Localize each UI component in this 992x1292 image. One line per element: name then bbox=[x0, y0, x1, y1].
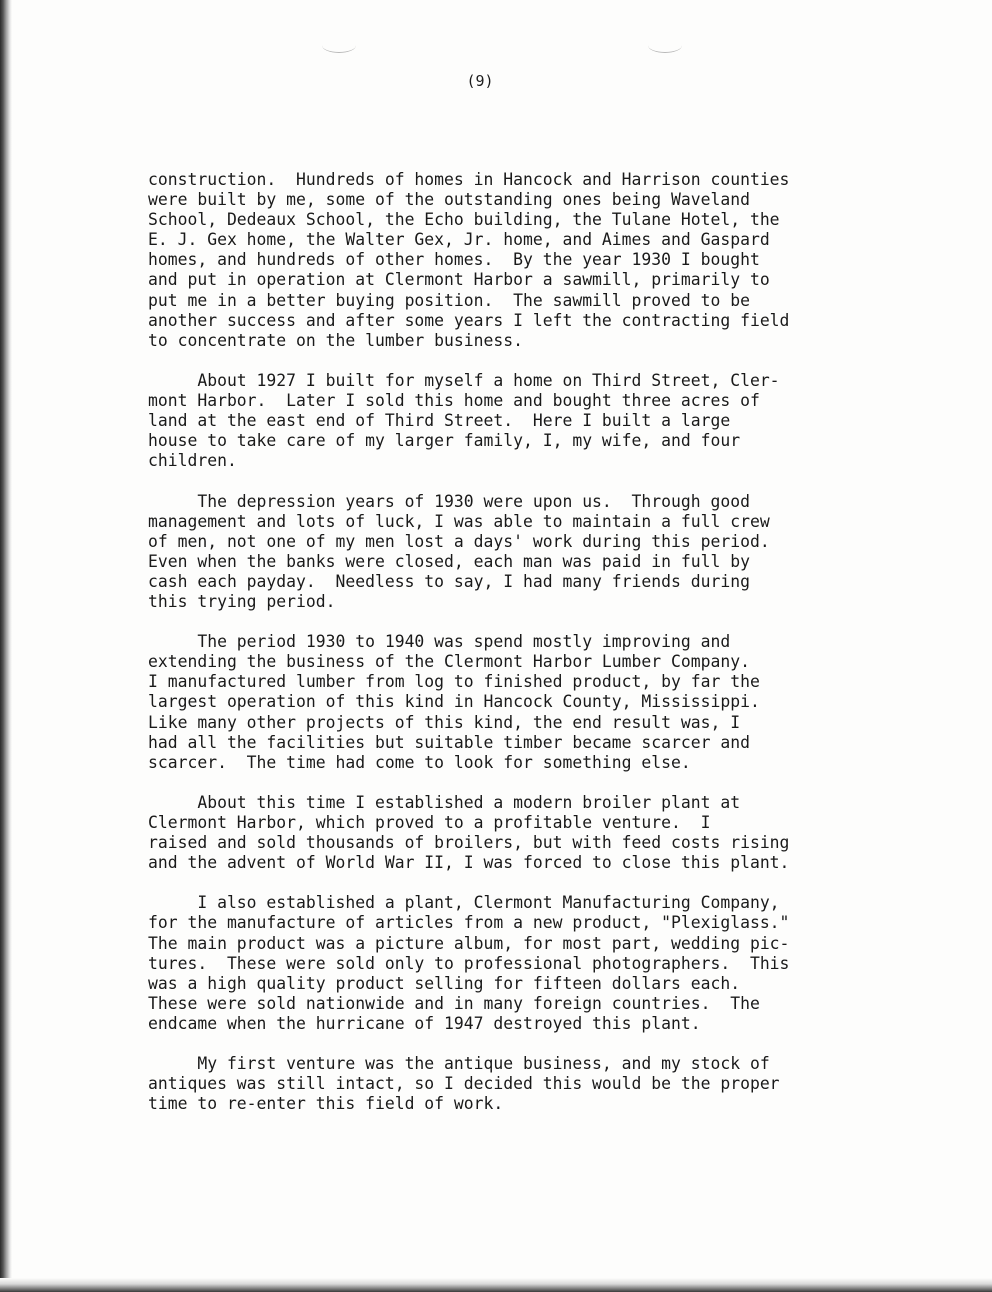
text-line: put me in a better buying position. The sawmill proved to be bbox=[148, 290, 750, 310]
text-line: endcame when the hurricane of 1947 destroyed this plant. bbox=[148, 1013, 701, 1033]
text-line: for the manufacture of articles from a new product, "Plexiglass." bbox=[148, 913, 790, 933]
paragraph bbox=[148, 793, 948, 873]
text-line: My first venture was the antique business, and my stock of bbox=[148, 1054, 770, 1074]
text-line: Clermont Harbor, which proved to a profitable venture. I bbox=[148, 813, 711, 832]
text-line: house to take care of my larger family, I, my wife, and four bbox=[148, 431, 741, 451]
paragraph bbox=[148, 170, 948, 351]
text-line: management and lots of luck, I was able to maintain a full crew bbox=[148, 511, 770, 531]
text-line: was a high quality product selling for fifteen dollars each. bbox=[148, 973, 741, 993]
text-line: were built by me, some of the outstanding ones being Waveland bbox=[148, 190, 750, 210]
scan-bottom-edge bbox=[0, 1278, 992, 1292]
text-line: I also established a plant, Clermont Manufacturing Company, bbox=[148, 893, 780, 913]
text-line: had all the facilities but suitable timber became scarcer and bbox=[148, 732, 750, 752]
text-line: cash each payday. Needless to say, I had many friends during bbox=[148, 571, 750, 591]
text-line: children. bbox=[148, 451, 237, 471]
text-line: to concentrate on the lumber business. bbox=[148, 330, 523, 350]
text-line: antiques was still intact, so I decided this would be the proper bbox=[148, 1074, 780, 1094]
text-line: About this time I established a modern broiler plant at bbox=[148, 792, 741, 812]
text-line: largest operation of this kind in Hancock County, Mississippi. bbox=[148, 692, 760, 712]
text-line: and put in operation at Clermont Harbor a sawmill, primarily to bbox=[148, 270, 770, 290]
text-line: I manufactured lumber from log to finished product, by far the bbox=[148, 672, 760, 692]
body-text bbox=[148, 170, 948, 1114]
text-line: time to re-enter this field of work. bbox=[148, 1094, 504, 1114]
text-line: this trying period. bbox=[148, 591, 336, 611]
text-line: and the advent of World War II, I was forced to close this plant. bbox=[148, 853, 790, 873]
paragraph bbox=[148, 1054, 948, 1114]
punch-hole-mark-left bbox=[322, 38, 356, 53]
text-line: Even when the banks were closed, each man was paid in full by bbox=[148, 551, 750, 571]
text-line: E. J. Gex home, the Walter Gex, Jr. home, and Aimes and Gaspard bbox=[148, 230, 770, 250]
text-line: of men, not one of my men lost a days' work during this period. bbox=[148, 531, 770, 551]
text-line: raised and sold thousands of broilers, but with feed costs rising bbox=[148, 833, 790, 853]
text-line: School, Dedeaux School, the Echo building, the Tulane Hotel, the bbox=[148, 210, 780, 230]
text-line: land at the east end of Third Street. Here I built a large bbox=[148, 411, 731, 431]
text-line: The depression years of 1930 were upon us. Through good bbox=[148, 491, 750, 511]
text-line: scarcer. The time had come to look for something else. bbox=[148, 752, 691, 772]
binding-edge bbox=[0, 0, 12, 1292]
text-line: extending the business of the Clermont Harbor Lumber Company. bbox=[148, 652, 750, 672]
text-line: mont Harbor. Later I sold this home and bought three acres of bbox=[148, 391, 760, 411]
paragraph bbox=[148, 371, 948, 471]
page-number: (9) bbox=[466, 72, 494, 90]
text-line: tures. These were sold only to professional photographers. This bbox=[148, 953, 790, 973]
text-line: homes, and hundreds of other homes. By the year 1930 I bought bbox=[148, 250, 760, 270]
text-line: Like many other projects of this kind, the end result was, I bbox=[148, 712, 741, 732]
text-line: About 1927 I built for myself a home on Third Street, Cler- bbox=[148, 370, 780, 390]
text-line: The period 1930 to 1940 was spend mostly improving and bbox=[148, 632, 731, 652]
paragraph bbox=[148, 893, 948, 1034]
text-line: construction. Hundreds of homes in Hancock and Harrison counties bbox=[148, 170, 790, 189]
paragraph bbox=[148, 632, 948, 773]
text-line: another success and after some years I left the contracting field bbox=[148, 310, 790, 330]
text-line: The main product was a picture album, for most part, wedding pic- bbox=[148, 933, 790, 953]
paragraph bbox=[148, 492, 948, 613]
text-line: These were sold nationwide and in many foreign countries. The bbox=[148, 993, 760, 1013]
punch-hole-mark-right bbox=[648, 38, 682, 53]
